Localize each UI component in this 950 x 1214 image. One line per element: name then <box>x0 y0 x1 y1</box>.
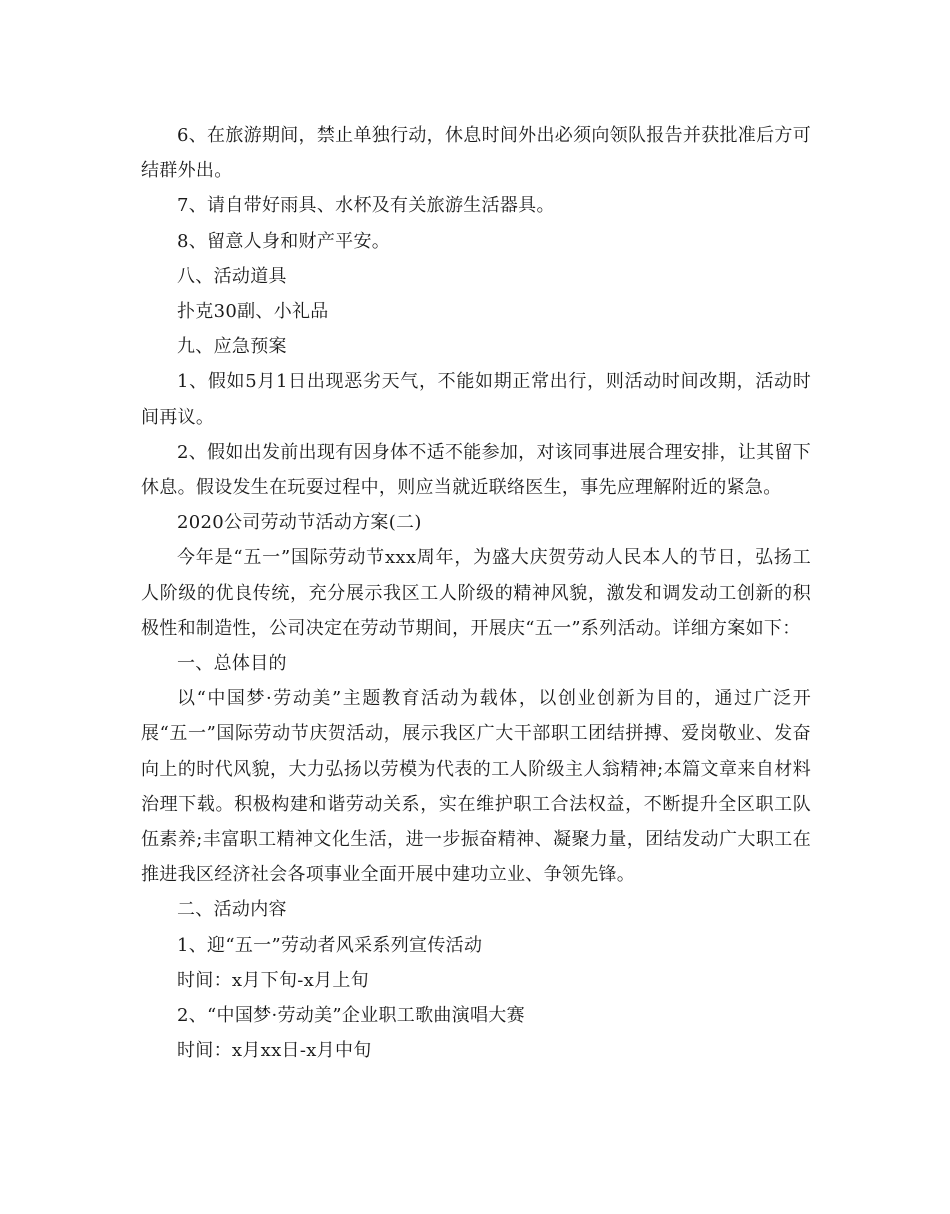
paragraph-rule-7: 7、请自带好雨具、水杯及有关旅游生活器具。 <box>177 195 555 217</box>
paragraph-goal: 以“中国梦·劳动美”主题教育活动为载体，以创业创新为目的，通过广泛开展“五一”国际劳动节庆贺活动，展示我区广大干部职工团结拼搏、爱岗敬业、发奋向上的时代风貌，大力弘扬以劳模为代表的工人阶级主人翁精神;本篇文章来自材料治理下载。积极构建和谐劳动关系，实在维护职工合法权益，不断提升全区职工队伍素养;丰富职工精神文化生活，进一步振奋精神、凝聚力量，团结发动广大职工在推进我区经济社会各项事业全面开展中建功立业、争领先锋。 <box>141 688 811 886</box>
section-heading-goal: 一、总体目的 <box>177 653 287 675</box>
document-body <box>141 118 811 1068</box>
paragraph-intro: 今年是“五一”国际劳动节xxx周年，为盛大庆贺劳动人民本人的节日，弘扬工人阶级的优良传统，充分展示我区工人阶级的精神风貌，激发和调发动工创新的积极性和制造性，公司决定在劳动节期间，开展庆“五一”系列活动。详细方案如下： <box>141 547 811 639</box>
paragraph-emergency-2: 2、假如出发前出现有因身体不适不能参加，对该同事进展合理安排，让其留下休息。假设发生在玩耍过程中，则应当就近联络医生，事先应理解附近的紧急。 <box>141 441 811 499</box>
activity-item-2: 2、“中国梦·劳动美”企业职工歌曲演唱大赛 <box>177 1005 525 1027</box>
activity-item-1: 1、迎“五一”劳动者风采系列宣传活动 <box>177 934 483 956</box>
paragraph-props-list: 扑克30副、小礼品 <box>177 301 329 323</box>
paragraph-rule-8: 8、留意人身和财产平安。 <box>177 230 391 252</box>
activity-time-2: 时间：x月xx日-x月中旬 <box>177 1040 372 1062</box>
section-heading-emergency: 九、应急预案 <box>177 336 287 358</box>
section-heading-props: 八、活动道具 <box>177 265 287 287</box>
paragraph-emergency-1: 1、假如5月1日出现恶劣天气，不能如期正常出行，则活动时间改期，活动时间再议。 <box>141 371 811 428</box>
activity-time-1: 时间：x月下旬-x月上旬 <box>177 969 369 991</box>
section-heading-activities: 二、活动内容 <box>177 899 287 921</box>
paragraph-rule-6: 6、在旅游期间，禁止单独行动，休息时间外出必须向领队报告并获批准后方可结群外出。 <box>141 125 811 182</box>
document-subtitle: 2020公司劳动节活动方案(二) <box>177 512 422 534</box>
